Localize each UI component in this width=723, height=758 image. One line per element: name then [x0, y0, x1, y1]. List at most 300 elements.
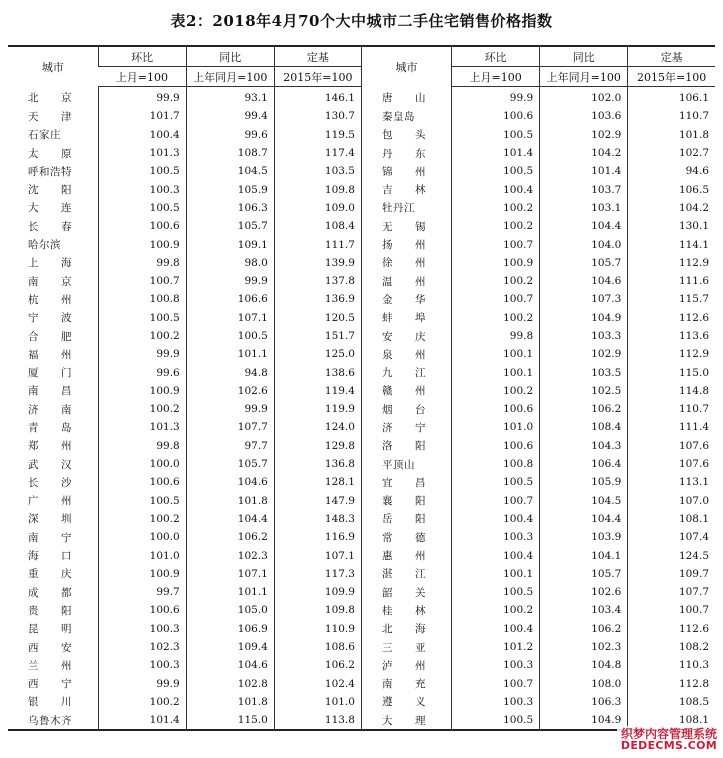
left-yoy-value: 104.6 [186, 473, 274, 491]
left-city-name: 南 京 [28, 275, 72, 288]
right-fixed-value: 110.7 [628, 107, 715, 125]
header-mom-base-left: 上月=100 [98, 67, 186, 87]
right-fixed-value: 112.9 [628, 254, 715, 272]
watermark-line1: 织梦内容管理系统 [620, 726, 717, 741]
right-fixed-value: 113.1 [628, 473, 715, 491]
right-fixed-value: 112.6 [628, 620, 715, 638]
left-yoy-value: 101.8 [186, 693, 274, 711]
left-fixed-value: 139.9 [274, 254, 361, 272]
price-index-table [8, 45, 715, 731]
table-row [8, 675, 715, 693]
right-yoy-value: 104.4 [540, 510, 628, 528]
right-yoy-value: 102.9 [540, 126, 628, 144]
left-fixed-value: 151.7 [274, 327, 361, 345]
right-fixed-value: 107.7 [628, 583, 715, 601]
header-fixed-right: 定基 [628, 46, 715, 67]
right-city-name: 三 亚 [361, 638, 451, 656]
left-yoy-value: 108.7 [186, 144, 274, 162]
right-city-name: 九 江 [361, 363, 451, 381]
right-fixed-value: 113.6 [628, 327, 715, 345]
left-city-name: 福 州 [28, 348, 72, 361]
left-mom-value: 100.0 [98, 455, 186, 473]
header-fixed-base-left: 2015年=100 [274, 67, 361, 87]
table-row [8, 382, 715, 400]
right-yoy-value: 105.9 [540, 473, 628, 491]
left-city-name: 南 宁 [28, 531, 72, 544]
right-city-name: 温 州 [361, 272, 451, 290]
right-fixed-value: 104.2 [628, 199, 715, 217]
left-city-name: 北 京 [28, 92, 72, 105]
right-fixed-value: 109.7 [628, 565, 715, 583]
right-city-name: 包 头 [361, 126, 451, 144]
right-fixed-value: 111.4 [628, 418, 715, 436]
left-mom-value: 100.2 [98, 510, 186, 528]
table-row [8, 309, 715, 327]
left-mom-value: 102.3 [98, 638, 186, 656]
table-row [8, 126, 715, 144]
table-row [8, 693, 715, 711]
header-yoy-right: 同比 [540, 46, 628, 67]
right-yoy-value: 106.3 [540, 693, 628, 711]
left-mom-value: 100.5 [98, 162, 186, 180]
left-city-name: 海 口 [28, 550, 72, 563]
right-yoy-value: 103.9 [540, 528, 628, 546]
left-city-name: 大 连 [28, 202, 72, 215]
right-city-name: 蚌 埠 [361, 309, 451, 327]
left-city-name: 合 肥 [28, 330, 72, 343]
right-city-name: 吉 林 [361, 180, 451, 198]
left-fixed-value: 138.6 [274, 363, 361, 381]
left-city-name: 哈尔滨 [28, 239, 61, 252]
right-mom-value: 100.2 [452, 199, 540, 217]
left-yoy-value: 100.5 [186, 327, 274, 345]
header-mom-right: 环比 [452, 46, 540, 67]
table-row [8, 418, 715, 436]
left-yoy-value: 99.4 [186, 107, 274, 125]
left-city-name: 济 南 [28, 403, 72, 416]
left-city-name: 郑 州 [28, 440, 72, 453]
right-fixed-value: 115.7 [628, 290, 715, 308]
left-mom-value: 100.3 [98, 620, 186, 638]
left-yoy-value: 104.6 [186, 656, 274, 674]
table-row [8, 107, 715, 125]
right-yoy-value: 102.6 [540, 583, 628, 601]
right-city-name: 桂 林 [361, 601, 451, 619]
right-mom-value: 100.2 [452, 272, 540, 290]
left-mom-value: 99.8 [98, 254, 186, 272]
left-fixed-value: 136.9 [274, 290, 361, 308]
right-yoy-value: 104.0 [540, 235, 628, 253]
right-city-name: 岳 阳 [361, 510, 451, 528]
table-body [8, 87, 715, 731]
right-fixed-value: 108.2 [628, 638, 715, 656]
right-city-name: 遵 义 [361, 693, 451, 711]
header-yoy-base-right: 上年同月=100 [540, 67, 628, 87]
left-mom-value: 100.5 [98, 492, 186, 510]
right-city-name: 襄 阳 [361, 492, 451, 510]
right-city-name: 泉 州 [361, 345, 451, 363]
right-yoy-value: 103.7 [540, 180, 628, 198]
right-fixed-value: 112.9 [628, 345, 715, 363]
left-fixed-value: 103.5 [274, 162, 361, 180]
table-title: 表2：2018年4月70个大中城市二手住宅销售价格指数 [170, 12, 553, 30]
right-mom-value: 100.5 [452, 711, 540, 730]
right-yoy-value: 105.7 [540, 254, 628, 272]
right-city-name: 大 理 [361, 711, 451, 730]
table-row [8, 235, 715, 253]
left-city-name: 宁 波 [28, 312, 72, 325]
left-mom-value: 100.4 [98, 126, 186, 144]
right-mom-value: 100.1 [452, 345, 540, 363]
right-mom-value: 100.1 [452, 363, 540, 381]
right-city-name: 无 锡 [361, 217, 451, 235]
left-fixed-value: 109.8 [274, 180, 361, 198]
left-yoy-value: 97.7 [186, 437, 274, 455]
right-fixed-value: 112.6 [628, 309, 715, 327]
right-fixed-value: 107.6 [628, 455, 715, 473]
left-yoy-value: 99.9 [186, 400, 274, 418]
left-fixed-value: 119.5 [274, 126, 361, 144]
left-mom-value: 101.3 [98, 144, 186, 162]
right-yoy-value: 106.2 [540, 400, 628, 418]
left-city-name: 上 海 [28, 257, 72, 270]
right-fixed-value: 101.8 [628, 126, 715, 144]
right-yoy-value: 103.4 [540, 601, 628, 619]
left-yoy-value: 99.9 [186, 272, 274, 290]
left-fixed-value: 109.8 [274, 601, 361, 619]
left-mom-value: 101.7 [98, 107, 186, 125]
right-city-name: 泸 州 [361, 656, 451, 674]
left-yoy-value: 105.9 [186, 180, 274, 198]
left-city-name: 银 川 [28, 696, 72, 709]
right-fixed-value: 112.8 [628, 675, 715, 693]
right-city-name: 南 充 [361, 675, 451, 693]
left-yoy-value: 102.3 [186, 546, 274, 564]
left-yoy-value: 99.6 [186, 126, 274, 144]
right-mom-value: 100.4 [452, 546, 540, 564]
right-mom-value: 100.4 [452, 180, 540, 198]
right-fixed-value: 94.6 [628, 162, 715, 180]
header-city-left: 城市 [8, 46, 98, 87]
table-row [8, 180, 715, 198]
left-fixed-value: 102.4 [274, 675, 361, 693]
right-city-name: 湛 江 [361, 565, 451, 583]
right-fixed-value: 114.8 [628, 382, 715, 400]
left-mom-value: 100.8 [98, 290, 186, 308]
right-city-name: 秦皇岛 [361, 107, 451, 125]
left-city-name: 西 宁 [28, 678, 72, 691]
right-city-name: 徐 州 [361, 254, 451, 272]
right-mom-value: 100.3 [452, 693, 540, 711]
left-yoy-value: 102.6 [186, 382, 274, 400]
right-fixed-value: 114.1 [628, 235, 715, 253]
right-city-name: 扬 州 [361, 235, 451, 253]
left-city-name: 天 津 [28, 110, 72, 123]
left-fixed-value: 120.5 [274, 309, 361, 327]
left-mom-value: 101.3 [98, 418, 186, 436]
right-mom-value: 100.2 [452, 309, 540, 327]
table-row [8, 528, 715, 546]
left-mom-value: 100.7 [98, 272, 186, 290]
left-yoy-value: 94.8 [186, 363, 274, 381]
right-mom-value: 100.4 [452, 620, 540, 638]
table-row [8, 217, 715, 235]
table-row [8, 290, 715, 308]
table-row [8, 638, 715, 656]
left-mom-value: 100.9 [98, 235, 186, 253]
right-yoy-value: 106.4 [540, 455, 628, 473]
table-row [8, 363, 715, 381]
table-row [8, 345, 715, 363]
left-yoy-value: 105.7 [186, 217, 274, 235]
left-fixed-value: 119.9 [274, 400, 361, 418]
left-fixed-value: 106.2 [274, 656, 361, 674]
right-mom-value: 100.6 [452, 437, 540, 455]
table-row [8, 601, 715, 619]
right-yoy-value: 104.1 [540, 546, 628, 564]
left-fixed-value: 113.8 [274, 711, 361, 730]
header-mom-left: 环比 [98, 46, 186, 67]
left-mom-value: 101.4 [98, 711, 186, 730]
right-mom-value: 100.1 [452, 565, 540, 583]
table-row [8, 87, 715, 108]
left-yoy-value: 93.1 [186, 87, 274, 108]
right-fixed-value: 130.1 [628, 217, 715, 235]
left-city-name: 昆 明 [28, 623, 72, 636]
right-city-name: 赣 州 [361, 382, 451, 400]
left-yoy-value: 106.2 [186, 528, 274, 546]
right-mom-value: 100.6 [452, 107, 540, 125]
right-yoy-value: 104.4 [540, 217, 628, 235]
right-mom-value: 100.7 [452, 492, 540, 510]
left-yoy-value: 101.1 [186, 583, 274, 601]
table-row [8, 455, 715, 473]
right-yoy-value: 101.4 [540, 162, 628, 180]
left-fixed-value: 117.3 [274, 565, 361, 583]
left-fixed-value: 129.8 [274, 437, 361, 455]
table-row [8, 144, 715, 162]
right-mom-value: 100.7 [452, 675, 540, 693]
right-fixed-value: 124.5 [628, 546, 715, 564]
right-city-name: 济 宁 [361, 418, 451, 436]
left-fixed-value: 109.0 [274, 199, 361, 217]
right-yoy-value: 104.2 [540, 144, 628, 162]
left-fixed-value: 130.7 [274, 107, 361, 125]
right-mom-value: 99.8 [452, 327, 540, 345]
right-yoy-value: 103.1 [540, 199, 628, 217]
right-mom-value: 100.5 [452, 473, 540, 491]
left-yoy-value: 106.3 [186, 199, 274, 217]
left-yoy-value: 104.5 [186, 162, 274, 180]
right-yoy-value: 103.6 [540, 107, 628, 125]
right-mom-value: 100.5 [452, 583, 540, 601]
header-fixed-base-right: 2015年=100 [628, 67, 715, 87]
right-city-name: 宜 昌 [361, 473, 451, 491]
right-mom-value: 101.2 [452, 638, 540, 656]
right-fixed-value: 100.7 [628, 601, 715, 619]
right-yoy-value: 102.5 [540, 382, 628, 400]
left-fixed-value: 110.9 [274, 620, 361, 638]
left-mom-value: 100.6 [98, 601, 186, 619]
left-yoy-value: 105.0 [186, 601, 274, 619]
left-yoy-value: 104.4 [186, 510, 274, 528]
left-mom-value: 99.9 [98, 87, 186, 108]
right-city-name: 金 华 [361, 290, 451, 308]
left-city-name: 长 春 [28, 220, 72, 233]
table-row [8, 583, 715, 601]
right-city-name: 烟 台 [361, 400, 451, 418]
left-city-name: 南 昌 [28, 385, 72, 398]
right-yoy-value: 104.6 [540, 272, 628, 290]
left-mom-value: 100.2 [98, 693, 186, 711]
left-fixed-value: 124.0 [274, 418, 361, 436]
header-fixed-left: 定基 [274, 46, 361, 67]
right-fixed-value: 102.7 [628, 144, 715, 162]
left-yoy-value: 101.8 [186, 492, 274, 510]
right-yoy-value: 108.0 [540, 675, 628, 693]
right-city-name: 平顶山 [361, 455, 451, 473]
right-yoy-value: 106.2 [540, 620, 628, 638]
right-fixed-value: 115.0 [628, 363, 715, 381]
table-row [8, 327, 715, 345]
left-fixed-value: 147.9 [274, 492, 361, 510]
left-mom-value: 100.2 [98, 327, 186, 345]
right-mom-value: 99.9 [452, 87, 540, 108]
right-fixed-value: 107.6 [628, 437, 715, 455]
left-mom-value: 100.6 [98, 217, 186, 235]
right-mom-value: 100.2 [452, 382, 540, 400]
left-fixed-value: 119.4 [274, 382, 361, 400]
right-yoy-value: 102.0 [540, 87, 628, 108]
table-row [8, 400, 715, 418]
left-fixed-value: 137.8 [274, 272, 361, 290]
right-city-name: 安 庆 [361, 327, 451, 345]
left-yoy-value: 109.1 [186, 235, 274, 253]
right-mom-value: 100.9 [452, 254, 540, 272]
table-row [8, 199, 715, 217]
right-city-name: 唐 山 [361, 87, 451, 108]
left-city-name: 贵 阳 [28, 604, 72, 617]
left-mom-value: 99.6 [98, 363, 186, 381]
right-city-name: 韶 关 [361, 583, 451, 601]
left-mom-value: 100.3 [98, 656, 186, 674]
table-row [8, 620, 715, 638]
right-city-name: 丹 东 [361, 144, 451, 162]
left-city-name: 石家庄 [28, 129, 61, 142]
right-mom-value: 100.5 [452, 162, 540, 180]
right-city-name: 北 海 [361, 620, 451, 638]
left-city-name: 兰 州 [28, 659, 72, 672]
left-fixed-value: 107.1 [274, 546, 361, 564]
left-mom-value: 99.8 [98, 437, 186, 455]
right-fixed-value: 110.7 [628, 400, 715, 418]
right-city-name: 牡丹江 [361, 199, 451, 217]
left-yoy-value: 107.7 [186, 418, 274, 436]
table-row [8, 546, 715, 564]
table-row [8, 437, 715, 455]
left-mom-value: 99.7 [98, 583, 186, 601]
table-row [8, 162, 715, 180]
left-fixed-value: 136.8 [274, 455, 361, 473]
right-yoy-value: 104.9 [540, 711, 628, 730]
watermark [617, 726, 721, 754]
right-yoy-value: 107.3 [540, 290, 628, 308]
right-fixed-value: 110.3 [628, 656, 715, 674]
left-fixed-value: 111.7 [274, 235, 361, 253]
right-mom-value: 101.0 [452, 418, 540, 436]
right-mom-value: 100.3 [452, 656, 540, 674]
right-yoy-value: 102.3 [540, 638, 628, 656]
left-city-name: 武 汉 [28, 458, 72, 471]
right-mom-value: 100.2 [452, 601, 540, 619]
left-fixed-value: 109.9 [274, 583, 361, 601]
right-yoy-value: 103.3 [540, 327, 628, 345]
right-fixed-value: 108.5 [628, 693, 715, 711]
left-mom-value: 100.9 [98, 382, 186, 400]
left-city-name: 深 圳 [28, 513, 72, 526]
left-fixed-value: 146.1 [274, 87, 361, 108]
right-yoy-value: 105.7 [540, 565, 628, 583]
right-mom-value: 100.5 [452, 126, 540, 144]
left-city-name: 西 安 [28, 641, 72, 654]
left-yoy-value: 106.9 [186, 620, 274, 638]
left-mom-value: 100.0 [98, 528, 186, 546]
left-fixed-value: 116.9 [274, 528, 361, 546]
left-city-name: 重 庆 [28, 568, 72, 581]
left-fixed-value: 101.0 [274, 693, 361, 711]
left-yoy-value: 101.1 [186, 345, 274, 363]
left-yoy-value: 115.0 [186, 711, 274, 730]
left-mom-value: 100.2 [98, 400, 186, 418]
header-yoy-left: 同比 [186, 46, 274, 67]
right-yoy-value: 104.9 [540, 309, 628, 327]
left-city-name: 青 岛 [28, 421, 72, 434]
left-yoy-value: 102.8 [186, 675, 274, 693]
left-city-name: 广 州 [28, 495, 72, 508]
table-row [8, 656, 715, 674]
right-mom-value: 100.7 [452, 235, 540, 253]
right-yoy-value: 104.8 [540, 656, 628, 674]
left-mom-value: 100.9 [98, 565, 186, 583]
right-fixed-value: 108.1 [628, 510, 715, 528]
right-city-name: 洛 阳 [361, 437, 451, 455]
right-yoy-value: 104.5 [540, 492, 628, 510]
right-yoy-value: 103.5 [540, 363, 628, 381]
header-yoy-base-left: 上年同月=100 [186, 67, 274, 87]
watermark-line2: DEDECMS.COM [620, 739, 717, 753]
left-city-name: 长 沙 [28, 476, 72, 489]
table-row [8, 565, 715, 583]
left-yoy-value: 98.0 [186, 254, 274, 272]
table-row [8, 272, 715, 290]
left-mom-value: 99.9 [98, 345, 186, 363]
right-yoy-value: 108.4 [540, 418, 628, 436]
left-yoy-value: 106.6 [186, 290, 274, 308]
right-mom-value: 100.3 [452, 528, 540, 546]
table-row [8, 492, 715, 510]
left-city-name: 乌鲁木齐 [8, 711, 98, 730]
right-mom-value: 100.2 [452, 217, 540, 235]
right-fixed-value: 107.4 [628, 528, 715, 546]
right-city-name: 常 德 [361, 528, 451, 546]
right-yoy-value: 104.3 [540, 437, 628, 455]
left-fixed-value: 108.6 [274, 638, 361, 656]
left-mom-value: 99.9 [98, 675, 186, 693]
right-fixed-value: 107.0 [628, 492, 715, 510]
left-city-name: 杭 州 [28, 293, 72, 306]
table-row [8, 254, 715, 272]
left-yoy-value: 109.4 [186, 638, 274, 656]
